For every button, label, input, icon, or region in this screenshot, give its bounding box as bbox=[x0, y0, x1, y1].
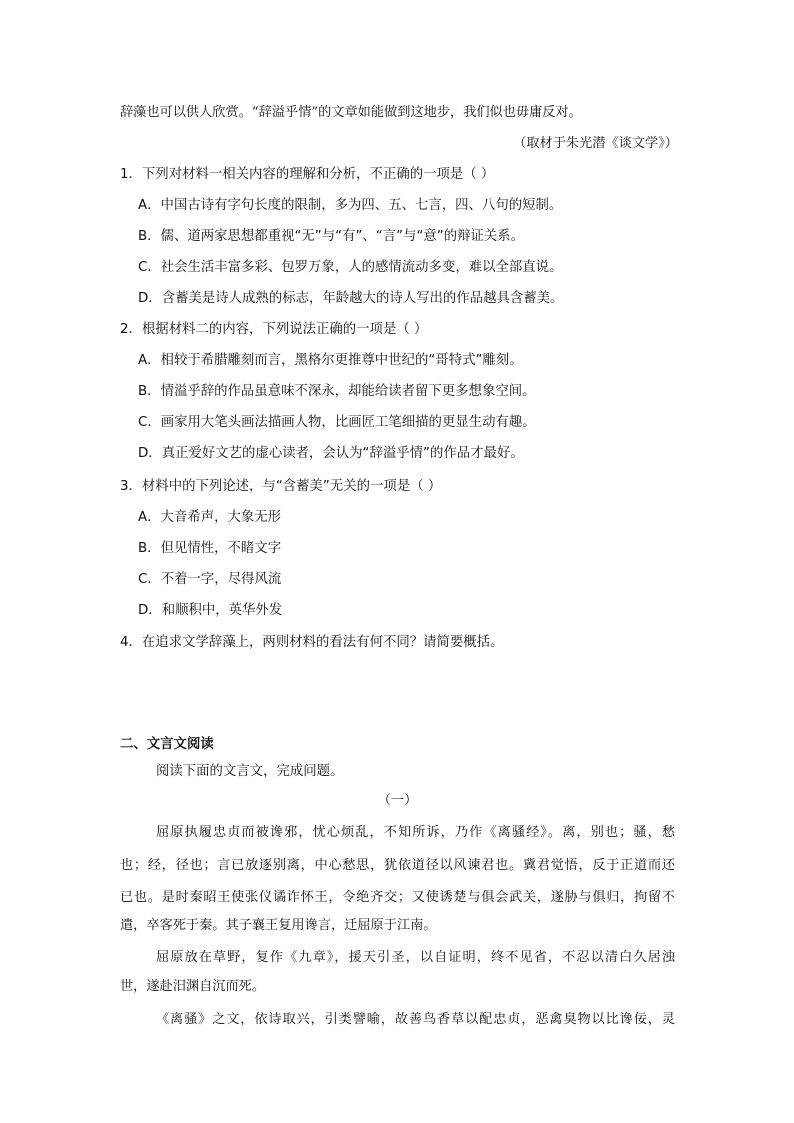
question-3-option-b: B．但见情性，不睹文字 bbox=[138, 541, 282, 556]
passage-continuation-line: 辞藻也可以供人欣赏。“辞溢乎情”的文章如能做到这地步，我们似也毋庸反对。 bbox=[120, 105, 582, 120]
question-4-stem: 4．在追求文学辞藻上，两则材料的看法有何不同？请简要概括。 bbox=[120, 635, 504, 650]
section-instruction: 阅读下面的文言文，完成问题。 bbox=[156, 764, 344, 779]
question-2-option-a: A．相较于希腊雕刻而言，黑格尔更推尊中世纪的“哥特式”雕刻。 bbox=[138, 353, 523, 368]
section-heading: 二、文言文阅读 bbox=[120, 737, 214, 752]
classical-text-line: 也；经，径也；言已放逐别离，中心愁思，犹依道径以风谏君也。冀君觉悟，反于正道而还 bbox=[120, 858, 675, 873]
question-2-option-b: B．情溢乎辞的作品虽意味不深永，却能给读者留下更多想象空间。 bbox=[138, 384, 536, 399]
classical-text-line: 遣，卒客死于秦。其子襄王复用谗言，迁屈原于江南。 bbox=[120, 918, 437, 933]
classical-text-line: 已也。是时秦昭王使张仪谲诈怀王，令绝齐交；又使诱楚与俱会武关，遂胁与俱归，拘留不 bbox=[120, 890, 675, 905]
classical-text-line: 世，遂赴汨渊自沉而死。 bbox=[120, 979, 266, 994]
question-1-option-a: A．中国古诗有字句长度的限制，多为四、五、七言，四、八句的短制。 bbox=[138, 198, 563, 213]
question-2-option-d: D．真正爱好文艺的虚心读者，会认为“辞溢乎情”的作品才最好。 bbox=[138, 446, 524, 461]
classical-text-line: 屈原放在草野，复作《九章》，援天引圣，以自证明，终不见省，不忍以清白久居浊 bbox=[156, 950, 675, 965]
classical-text-line: 屈原执履忠贞而被谗邪，忧心烦乱，不知所诉，乃作《离骚经》。离，别也；骚，愁 bbox=[156, 825, 675, 840]
question-3-option-d: D．和顺积中，英华外发 bbox=[138, 603, 283, 618]
part-label: （一） bbox=[377, 793, 418, 808]
question-3-option-a: A．大音希声，大象无形 bbox=[138, 510, 282, 525]
question-2-option-c: C．画家用大笔头画法描画人物，比画匠工笔细描的更显生动有趣。 bbox=[138, 415, 536, 430]
question-1-stem: 1．下列对材料一相关内容的理解和分析，不正确的一项是（ ） bbox=[120, 167, 495, 182]
question-1-option-b: B．儒、道两家思想都重视“无”与“有”、“言”与“意”的辩证关系。 bbox=[138, 229, 525, 244]
classical-text-line: 《离骚》之文，依诗取兴，引类譬喻，故善鸟香草以配忠贞，恶禽臭物以比谗佞，灵 bbox=[156, 1012, 675, 1027]
question-1-option-c: C．社会生活丰富多彩、包罗万象，人的感情流动多变，难以全部直说。 bbox=[138, 260, 563, 275]
passage-source: （取材于朱光潜《谈文学》） bbox=[513, 136, 678, 151]
question-1-option-d: D．含蓄美是诗人成熟的标志，年龄越大的诗人写出的作品越具含蓄美。 bbox=[138, 291, 564, 306]
question-3-stem: 3．材料中的下列论述，与“含蓄美”无关的一项是（ ） bbox=[120, 479, 442, 494]
question-3-option-c: C．不着一字，尽得风流 bbox=[138, 572, 282, 587]
question-2-stem: 2．根据材料二的内容，下列说法正确的一项是（ ） bbox=[120, 322, 428, 337]
